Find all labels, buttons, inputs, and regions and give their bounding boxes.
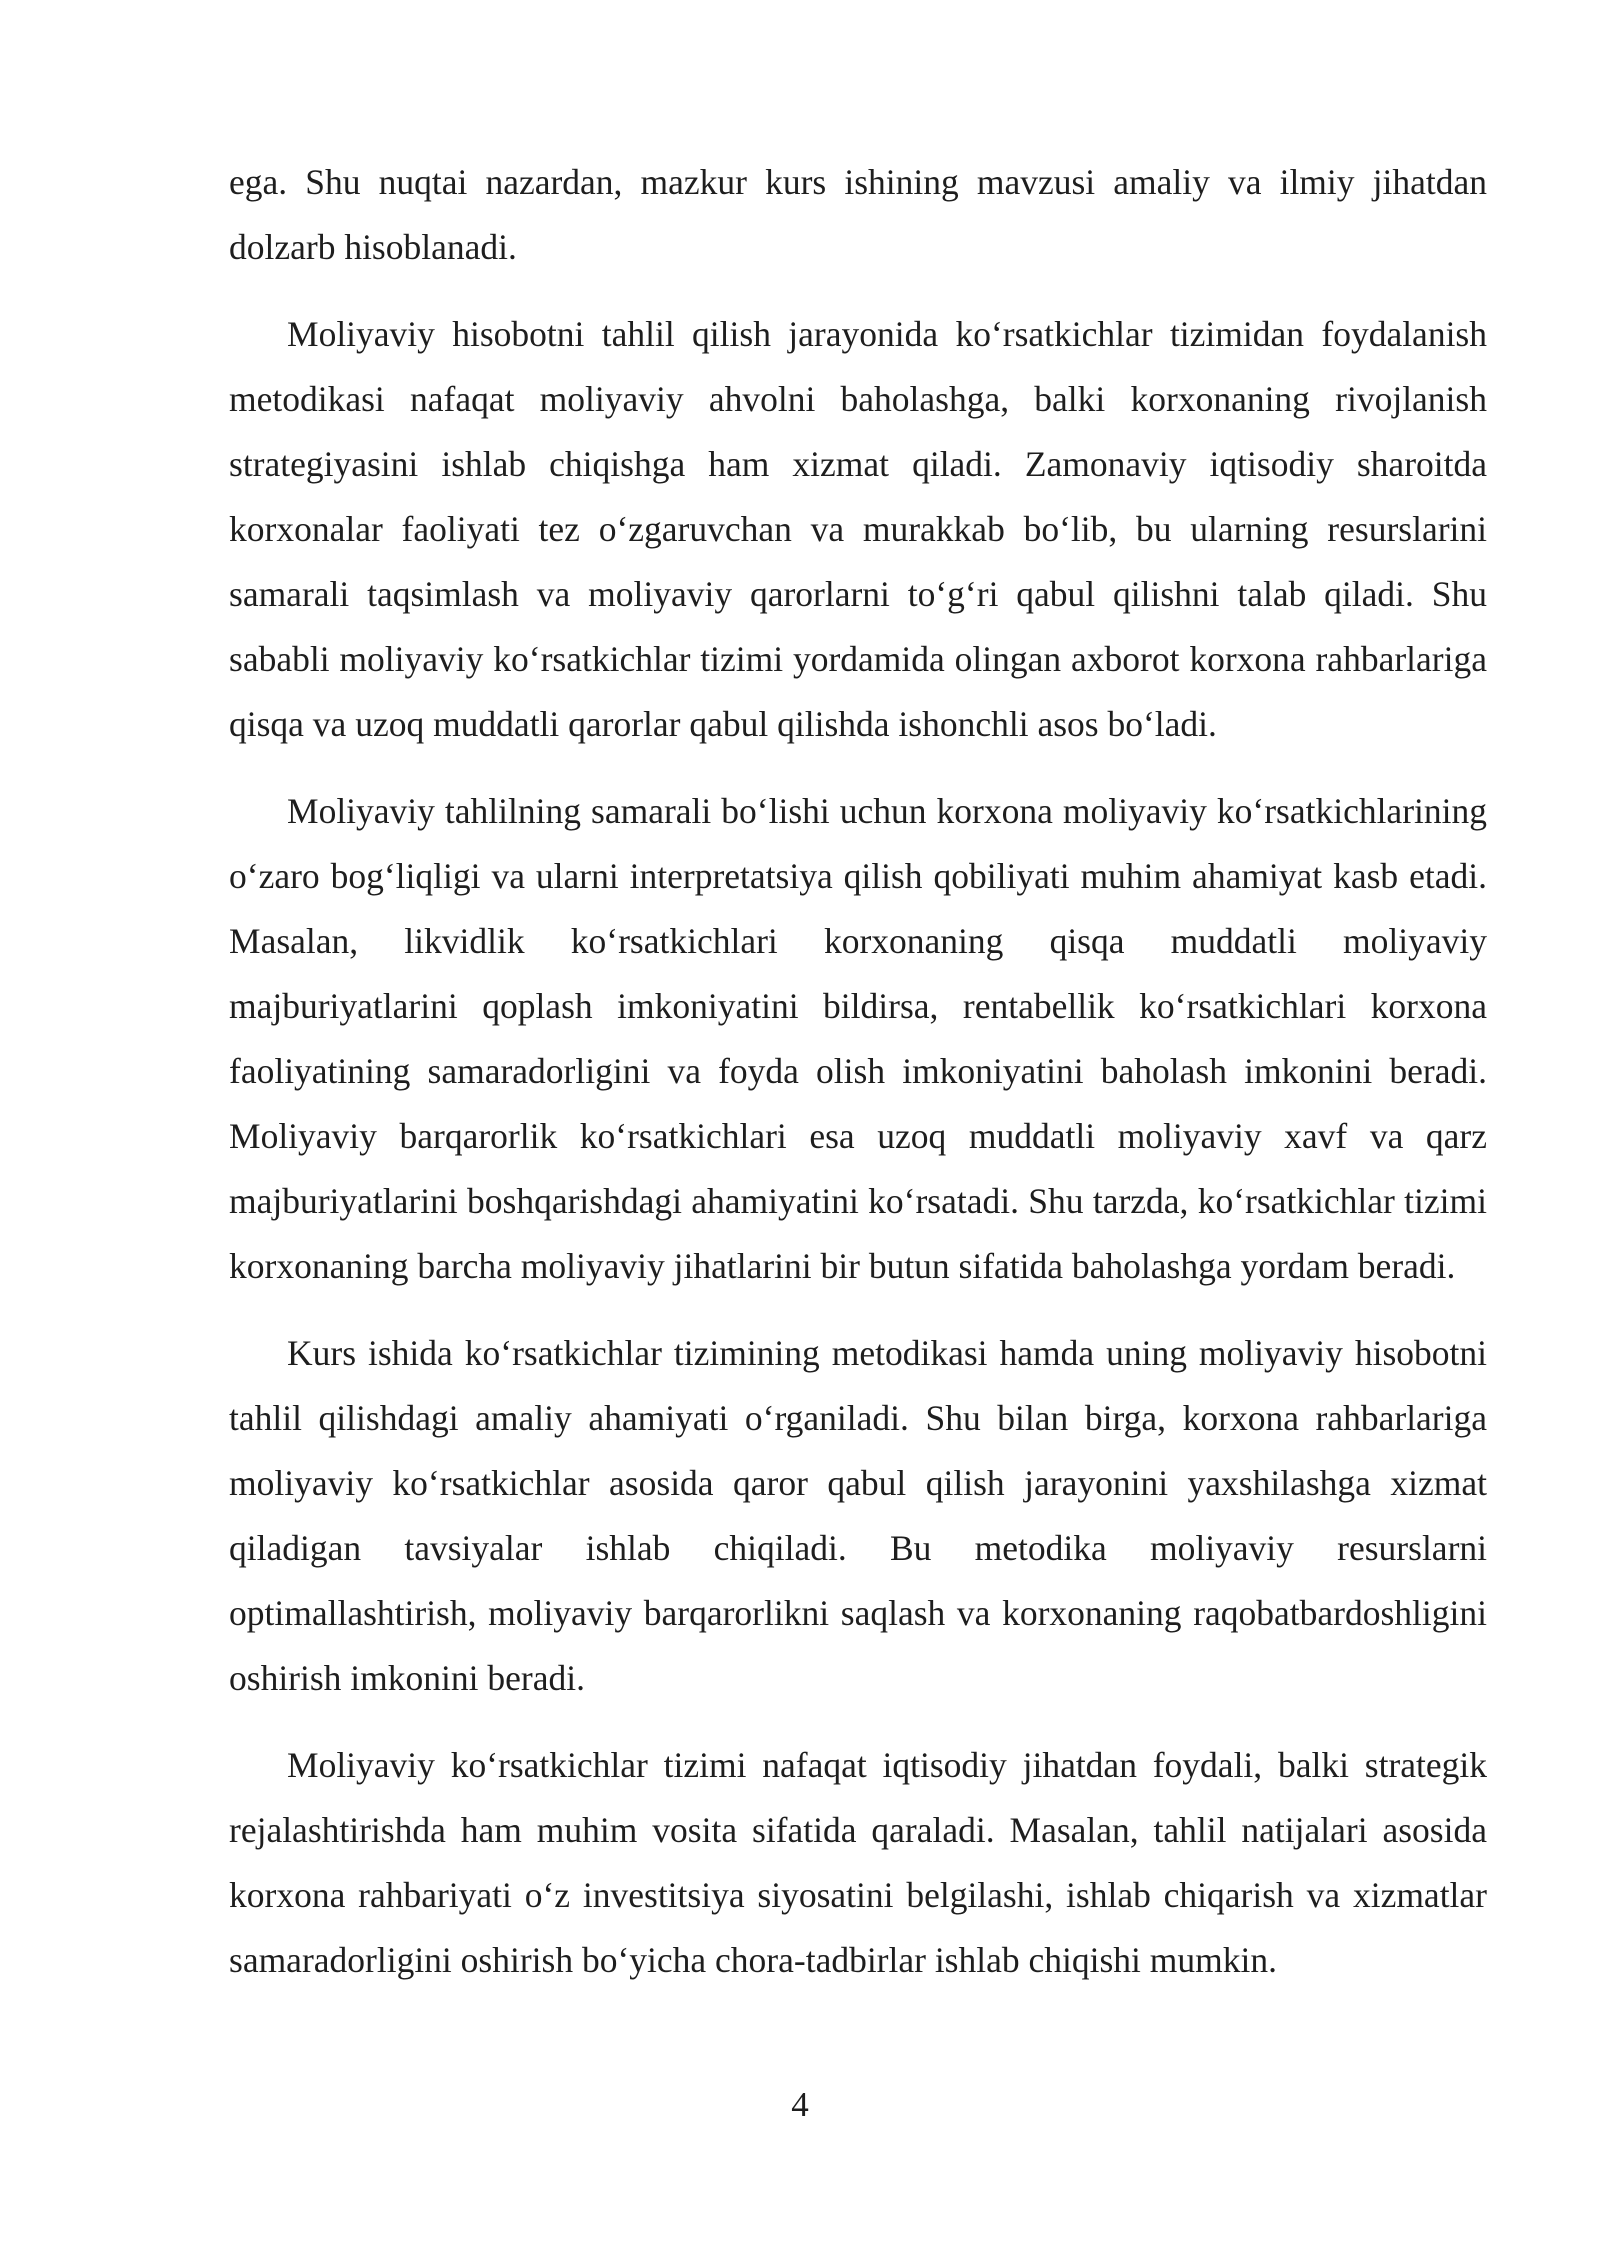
page-body [229,150,1487,2015]
paragraph-methodology: Moliyaviy hisobotni tahlil qilish jarayonida koʻrsatkichlar tizimidan foydalanish metodikasi nafaqat moliyaviy ahvolni baholashga, balki korxonaning rivojlanish strategiyasini ishlab chiqishga ham xizmat qiladi. Zamonaviy iqtisodiy sharoitda korxonalar faoliyati tez oʻzgaruvchan va murakkab boʻlib, bu ularning resurslarini samarali taqsimlash va moliyaviy qarorlarni toʻgʻri qabul qilishni talab qiladi. Shu sababli moliyaviy koʻrsatkichlar tizimi yordamida olingan axborot korxona rahbarlariga qisqa va uzoq muddatli qarorlar qabul qilishda ishonchli asos boʻladi. [229,314,1487,744]
page-number: 4 [791,2085,809,2124]
paragraph-strategic-planning: Moliyaviy koʻrsatkichlar tizimi nafaqat iqtisodiy jihatdan foydali, balki strategik rejalashtirishda ham muhim vosita sifatida qaraladi. Masalan, tahlil natijalari asosida korxona rahbariyati oʻz investitsiya siyosatini belgilashi, ishlab chiqarish va xizmatlar samaradorligini oshirish boʻyicha chora-tadbirlar ishlab chiqishi mumkin. [229,1745,1487,1980]
paragraph-indicators: Moliyaviy tahlilning samarali boʻlishi uchun korxona moliyaviy koʻrsatkichlarining oʻzaro bogʻliqligi va ularni interpretatsiya qilish qobiliyati muhim ahamiyat kasb etadi. Masalan, likvidlik koʻrsatkichlari korxonaning qisqa muddatli moliyaviy majburiyatlarini qoplash imkoniyatini bildirsa, rentabellik koʻrsatkichlari korxona faoliyatining samaradorligini va foyda olish imkoniyatini baholash imkonini beradi. Moliyaviy barqarorlik koʻrsatkichlari esa uzoq muddatli moliyaviy xavf va qarz majburiyatlarini boshqarishdagi ahamiyatini koʻrsatadi. Shu tarzda, koʻrsatkichlar tizimi korxonaning barcha moliyaviy jihatlarini bir butun sifatida baholashga yordam beradi. [229,791,1487,1286]
paragraph-continuation: ega. Shu nuqtai nazardan, mazkur kurs ishining mavzusi amaliy va ilmiy jihatdan dolzarb hisoblanadi. [229,162,1487,267]
paragraph-course-work: Kurs ishida koʻrsatkichlar tizimining metodikasi hamda uning moliyaviy hisobotni tahlil qilishdagi amaliy ahamiyati oʻrganiladi. Shu bilan birga, korxona rahbarlariga moliyaviy koʻrsatkichlar asosida qaror qabul qilish jarayonini yaxshilashga xizmat qiladigan tavsiyalar ishlab chiqiladi. Bu metodika moliyaviy resurslarni optimallashtirish, moliyaviy barqarorlikni saqlash va korxonaning raqobatbardoshligini oshirish imkonini beradi. [229,1333,1487,1698]
